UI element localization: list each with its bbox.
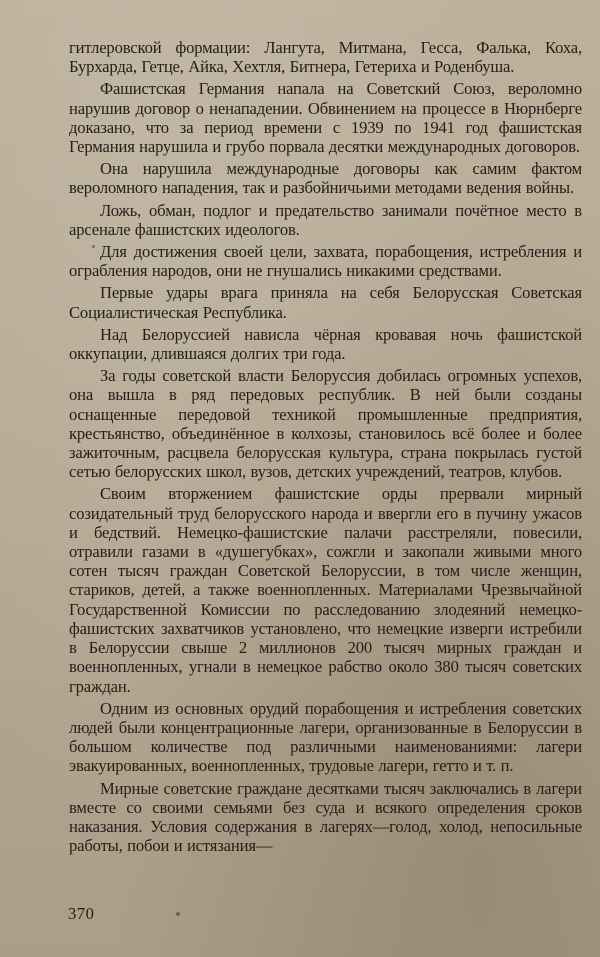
- paragraph-3: Она нарушила международные договоры как самим фактом вероломного нападения, так и разбойничьими методами ведения войны.: [69, 159, 582, 198]
- paragraph-7: Над Белоруссией нависла чёрная кровавая ночь фашистской оккупации, длившаяся долгих три года.: [69, 324, 582, 364]
- paragraph-2: Фашистская Германия напала на Советский Союз, вероломно нарушив договор о ненападении. Обвинением на процессе в Нюрнберге доказано, что за период времени с 1939 по 1941 год фашистская Германия нарушила и грубо порвала десятки международных договоров.: [69, 79, 582, 157]
- paper-speck: [520, 612, 523, 615]
- paragraph-5: Для достижения своей цели, захвата, порабощения, истребления и ограбления народов, они не гнушались никакими средствами.: [69, 242, 582, 281]
- paper-speck: [92, 245, 95, 248]
- paragraph-10: Одним из основных орудий порабощения и истребления советских людей были концентрационные лагери, организованные в Белоруссии в большом количестве под различными наименованиями: лагери эвакуированных, военнопленных, трудовые лагери, гетто и т. п.: [69, 698, 582, 776]
- paragraph-9: Своим вторжением фашистские орды прервали мирный созидательный труд белорусского народа и ввергли его в пучину ужасов и бедствий. Немецко-фашистские палачи расстреляли, повесили, отравили газами в «душегубках», сожгли и закопали живыми много сотен тысяч граждан Советской Белоруссии, в том числе женщин, стариков, детей, а также военнопленных. Материалами Чрезвычайной Государственной Комиссии по расследованию злодеяний немецко-фашистских захватчиков установлено, что немецкие изверги истребили в Белоруссии свыше 2 миллионов 200 тысяч мирных граждан и военнопленных, угнали в немецкое рабство около 380 тысяч советских граждан.: [69, 484, 582, 696]
- paragraph-6: Первые удары врага приняла на себя Белорусская Советская Социалистическая Республика.: [69, 283, 582, 322]
- page-number: 370: [68, 904, 95, 923]
- paper-speck: [176, 912, 180, 916]
- paragraph-8: За годы советской власти Белоруссия добилась огромных успехов, она вышла в ряд передовых республик. В ней были созданы оснащенные передовой техникой промышленные предприятия, крестьянство, объединённое в колхозы, становилось всё более и более зажиточным, расцвела белорусская культура, страна покрылась густой сетью белорусских школ, вузов, детских учреждений, театров, клубов.: [69, 366, 582, 482]
- body-text: [69, 38, 582, 855]
- paragraph-1: гитлеровской формации: Лангута, Митмана, Гесса, Фалька, Коха, Бурхарда, Гетце, Айка, Хехтля, Битнера, Гетериха и Роденбуша.: [69, 38, 582, 77]
- paragraph-11: Мирные советские граждане десятками тысяч заключались в лагери вместе со своими семьями без суда и всякого определения сроков наказания. Условия содержания в лагерях—голод, холод, непосильные работы, побои и истязания—: [69, 778, 582, 856]
- paragraph-4: Ложь, обман, подлог и предательство занимали почётное место в арсенале фашистских идеологов.: [69, 200, 582, 239]
